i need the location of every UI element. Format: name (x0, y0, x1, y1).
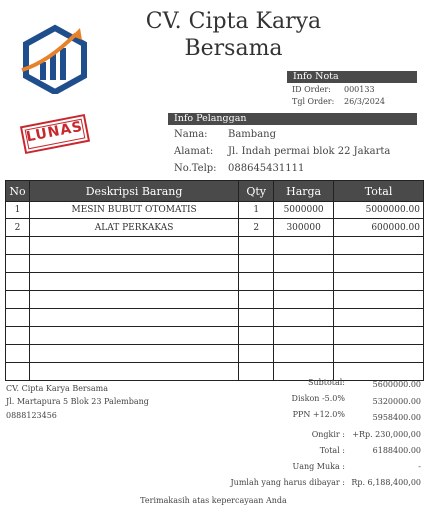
table-row (6, 327, 424, 345)
diskon-label: Diskon -5.0% (291, 394, 345, 403)
jumlah-value: Rp. 6,188,400,00 (351, 478, 421, 487)
table-header-row (6, 181, 424, 202)
total-label: Total : (319, 446, 345, 455)
table-cell: ALAT PERKAKAS (29, 219, 238, 237)
table-cell (239, 273, 274, 291)
table-cell (6, 327, 30, 345)
footer-company-name: CV. Cipta Karya Bersama (6, 384, 108, 393)
table-cell (334, 345, 424, 363)
table-cell (239, 255, 274, 273)
table-row (6, 202, 424, 219)
lunas-stamp: LUNAS (20, 114, 90, 154)
order-date-value: 26/3/2024 (344, 97, 386, 106)
jumlah-label: Jumlah yang harus dibayar : (230, 478, 345, 487)
table-cell (274, 345, 334, 363)
ppn-label: PPN +12.0% (292, 410, 345, 419)
table-cell (334, 309, 424, 327)
table-cell (334, 255, 424, 273)
table-cell (274, 291, 334, 309)
table-cell (239, 237, 274, 255)
thank-you-note: Terimakasih atas kepercayaan Anda (140, 496, 287, 505)
table-cell (334, 237, 424, 255)
table-cell: MESIN BUBUT OTOMATIS (29, 202, 238, 219)
table-row (6, 237, 424, 255)
table-cell (274, 309, 334, 327)
total-value: 6188400.00 (372, 446, 421, 455)
table-row (6, 309, 424, 327)
table-cell (239, 291, 274, 309)
table-cell (29, 273, 238, 291)
company-name-line1: CV. Cipta Karya (145, 9, 322, 34)
customer-address-value: Jl. Indah permai blok 22 Jakarta (228, 146, 391, 157)
table-cell (6, 363, 30, 381)
table-row (6, 291, 424, 309)
info-pelanggan-header: Info Pelanggan (168, 113, 417, 125)
table-cell (239, 345, 274, 363)
uang-muka-label: Uang Muka : (292, 462, 345, 471)
company-title (0, 8, 427, 62)
customer-phone-label: No.Telp: (174, 163, 217, 174)
table-cell (274, 273, 334, 291)
table-cell (239, 363, 274, 381)
table-cell (29, 363, 238, 381)
customer-address-label: Alamat: (174, 146, 214, 157)
table-cell (6, 255, 30, 273)
table-row (6, 363, 424, 381)
table-cell (334, 273, 424, 291)
ppn-value: 5958400.00 (372, 413, 421, 422)
table-row (6, 255, 424, 273)
footer-company-address: Jl. Martapura 5 Blok 23 Palembang (6, 397, 149, 406)
column-header-harga: Harga (274, 181, 334, 202)
diskon-value: 5320000.00 (372, 397, 421, 406)
customer-phone-value: 088645431111 (228, 163, 305, 174)
order-id-label: ID Order: (292, 85, 331, 94)
subtotal-label: Subtotal: (307, 378, 345, 387)
table-row (6, 219, 424, 237)
info-nota-header: Info Nota (287, 71, 417, 83)
table-cell (334, 291, 424, 309)
table-cell (334, 363, 424, 381)
table-cell (239, 327, 274, 345)
column-header-deskripsi: Deskripsi Barang (29, 181, 238, 202)
column-header-qty: Qty (239, 181, 274, 202)
customer-name-label: Nama: (174, 129, 208, 140)
order-date-label: Tgl Order: (292, 97, 335, 106)
table-cell (6, 237, 30, 255)
table-cell (6, 273, 30, 291)
table-cell (334, 327, 424, 345)
items-table (5, 180, 424, 381)
footer-company-phone: 0888123456 (6, 411, 57, 420)
table-cell (29, 291, 238, 309)
table-cell (6, 291, 30, 309)
table-cell: 2 (6, 219, 30, 237)
table-row (6, 273, 424, 291)
table-row (6, 345, 424, 363)
subtotal-value: 5600000.00 (372, 380, 421, 389)
table-cell: 1 (239, 202, 274, 219)
table-cell (274, 255, 334, 273)
table-cell (29, 309, 238, 327)
table-cell (29, 327, 238, 345)
customer-name-value: Bambang (228, 129, 276, 140)
table-cell (274, 327, 334, 345)
table-cell: 5000000.00 (334, 202, 424, 219)
table-cell (29, 255, 238, 273)
table-cell (29, 345, 238, 363)
table-cell (239, 309, 274, 327)
table-cell (6, 309, 30, 327)
ongkir-value: +Rp. 230,000,00 (352, 430, 421, 439)
table-cell (274, 237, 334, 255)
column-header-no: No (6, 181, 30, 202)
table-cell (6, 345, 30, 363)
table-cell: 5000000 (274, 202, 334, 219)
table-cell: 1 (6, 202, 30, 219)
company-name-line2: Bersama (184, 36, 283, 61)
table-cell: 2 (239, 219, 274, 237)
table-cell: 600000.00 (334, 219, 424, 237)
ongkir-label: Ongkir : (311, 430, 345, 439)
order-id-value: 000133 (344, 85, 375, 94)
table-cell (29, 237, 238, 255)
column-header-total: Total (334, 181, 424, 202)
uang-muka-value: - (418, 462, 421, 471)
table-cell: 300000 (274, 219, 334, 237)
